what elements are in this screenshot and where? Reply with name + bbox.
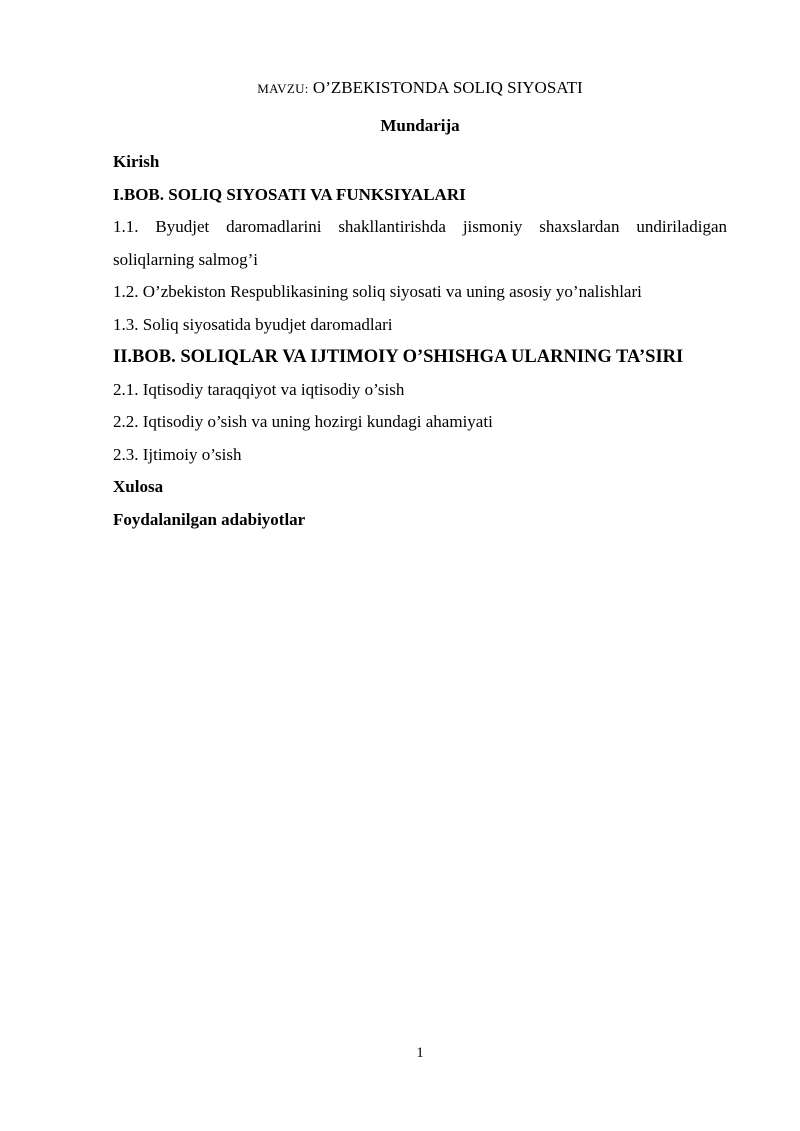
toc-section-1-3: 1.3. Soliq siyosatida byudjet daromadlari	[113, 314, 393, 334]
topic-title: O’ZBEKISTONDA SOLIQ SIYOSATI	[312, 78, 583, 97]
toc-conclusion: Xulosa	[113, 477, 164, 496]
toc-section-2-1: 2.1. Iqtisodiy taraqqiyot va iqtisodiy o’sish	[113, 379, 405, 399]
toc-section-2-2: 2.2. Iqtisodiy o’sish va uning hozirgi kundagi ahamiyati	[113, 412, 493, 431]
toc-chapter-2: II.BOB. SOLIQLAR VA IJTIMOIY O’SHISHGA ULARNING TA’SIRI	[113, 347, 684, 367]
page-number: 1	[416, 1045, 424, 1061]
topic-prefix: MAVZU:	[257, 81, 309, 96]
toc-title: Mundarija	[380, 116, 460, 135]
toc-intro: Kirish	[113, 152, 160, 171]
toc-chapter-1: I.BOB. SOLIQ SIYOSATI VA FUNKSIYALARI	[113, 184, 466, 204]
topic-heading	[0, 78, 800, 98]
toc-section-2-3: 2.3. Ijtimoiy o’sish	[113, 444, 242, 464]
toc-references: Foydalanilgan adabiyotlar	[113, 509, 306, 529]
table-of-contents	[113, 146, 727, 536]
toc-section-1-2: 1.2. O’zbekiston Respublikasining soliq siyosati va uning asosiy yo’nalishlari	[113, 282, 642, 301]
toc-section-1-1: 1.1. Byudjet daromadlarini shakllantirishda jismoniy shaxslardan undiriladigan soliqlarning salmog’i	[113, 217, 727, 269]
